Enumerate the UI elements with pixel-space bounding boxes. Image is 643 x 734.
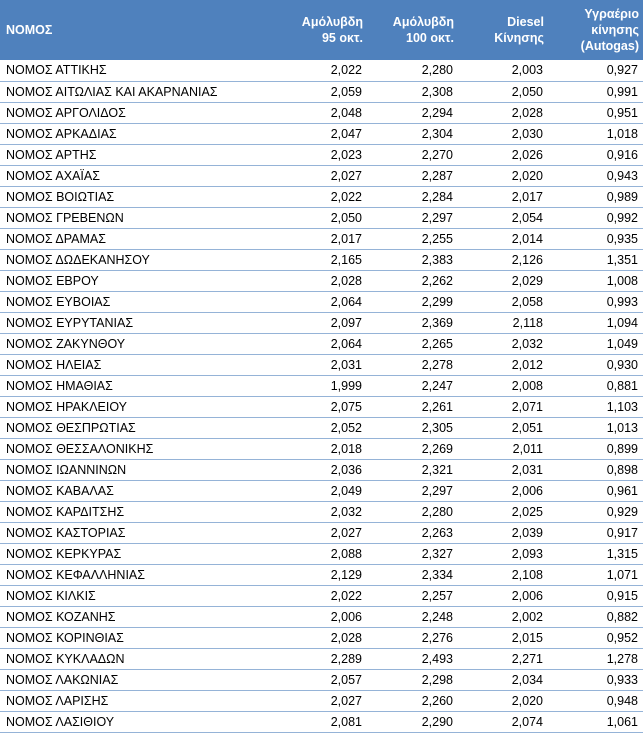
prefecture-cell: ΝΟΜΟΣ ΚΑΣΤΟΡΙΑΣ: [0, 522, 277, 543]
prefecture-cell: ΝΟΜΟΣ ΚΕΡΚΥΡΑΣ: [0, 543, 277, 564]
prefecture-cell: ΝΟΜΟΣ ΚΑΡΔΙΤΣΗΣ: [0, 501, 277, 522]
unleaded-95-cell: 2,018: [277, 438, 367, 459]
unleaded-95-cell: 2,289: [277, 648, 367, 669]
unleaded-100-cell: 2,298: [367, 669, 458, 690]
table-row: [0, 606, 643, 627]
header-line: 95 οκτ.: [321, 31, 363, 45]
autogas-cell: 1,103: [548, 396, 643, 417]
prefecture-cell: ΝΟΜΟΣ ΑΤΤΙΚΗΣ: [0, 60, 277, 81]
autogas-cell: 1,061: [548, 711, 643, 732]
table-row: [0, 312, 643, 333]
table-row: [0, 480, 643, 501]
diesel-cell: 2,015: [458, 627, 548, 648]
prefecture-cell: ΝΟΜΟΣ ΓΡΕΒΕΝΩΝ: [0, 207, 277, 228]
header-row: [0, 0, 643, 60]
unleaded-95-cell: 2,064: [277, 291, 367, 312]
prefecture-cell: ΝΟΜΟΣ ΑΡΚΑΔΙΑΣ: [0, 123, 277, 144]
autogas-cell: 0,899: [548, 438, 643, 459]
diesel-cell: 2,093: [458, 543, 548, 564]
prefecture-cell: ΝΟΜΟΣ ΖΑΚΥΝΘΟΥ: [0, 333, 277, 354]
header-line: κίνησης: [591, 23, 639, 37]
diesel-cell: 2,031: [458, 459, 548, 480]
diesel-cell: 2,071: [458, 396, 548, 417]
diesel-cell: 2,008: [458, 375, 548, 396]
diesel-cell: 2,058: [458, 291, 548, 312]
unleaded-95-cell: 2,022: [277, 60, 367, 81]
unleaded-95-cell: 2,064: [277, 333, 367, 354]
table-row: [0, 102, 643, 123]
unleaded-100-cell: 2,269: [367, 438, 458, 459]
unleaded-100-cell: 2,247: [367, 375, 458, 396]
unleaded-95-cell: 2,048: [277, 102, 367, 123]
header-line: 100 οκτ.: [406, 31, 454, 45]
table-row: [0, 81, 643, 102]
unleaded-95-cell: 2,028: [277, 627, 367, 648]
diesel-cell: 2,108: [458, 564, 548, 585]
prefecture-cell: ΝΟΜΟΣ ΑΙΤΩΛΙΑΣ ΚΑΙ ΑΚΑΡΝΑΝΙΑΣ: [0, 81, 277, 102]
header-unleaded-100: [367, 0, 458, 60]
autogas-cell: 0,930: [548, 354, 643, 375]
autogas-cell: 0,933: [548, 669, 643, 690]
unleaded-100-cell: 2,327: [367, 543, 458, 564]
unleaded-95-cell: 2,027: [277, 690, 367, 711]
unleaded-100-cell: 2,493: [367, 648, 458, 669]
prefecture-cell: ΝΟΜΟΣ ΗΡΑΚΛΕΙΟΥ: [0, 396, 277, 417]
unleaded-95-cell: 2,081: [277, 711, 367, 732]
diesel-cell: 2,034: [458, 669, 548, 690]
table-row: [0, 711, 643, 732]
autogas-cell: 0,991: [548, 81, 643, 102]
prefecture-cell: ΝΟΜΟΣ ΚΟΖΑΝΗΣ: [0, 606, 277, 627]
prefecture-cell: ΝΟΜΟΣ ΗΛΕΙΑΣ: [0, 354, 277, 375]
prefecture-cell: ΝΟΜΟΣ ΘΕΣΣΑΛΟΝΙΚΗΣ: [0, 438, 277, 459]
prefecture-cell: ΝΟΜΟΣ ΚΕΦΑΛΛΗΝΙΑΣ: [0, 564, 277, 585]
header-line: ΝΟΜΟΣ: [6, 23, 53, 37]
header-line: Αμόλυβδη: [301, 15, 363, 29]
autogas-cell: 0,935: [548, 228, 643, 249]
prefecture-cell: ΝΟΜΟΣ ΛΑΚΩΝΙΑΣ: [0, 669, 277, 690]
autogas-cell: 1,013: [548, 417, 643, 438]
unleaded-100-cell: 2,297: [367, 480, 458, 501]
table-row: [0, 417, 643, 438]
unleaded-100-cell: 2,260: [367, 690, 458, 711]
diesel-cell: 2,011: [458, 438, 548, 459]
diesel-cell: 2,126: [458, 249, 548, 270]
unleaded-95-cell: 2,129: [277, 564, 367, 585]
header-line: Υγραέριο: [584, 7, 639, 21]
prefecture-cell: ΝΟΜΟΣ ΚΙΛΚΙΣ: [0, 585, 277, 606]
autogas-cell: 0,943: [548, 165, 643, 186]
diesel-cell: 2,017: [458, 186, 548, 207]
diesel-cell: 2,054: [458, 207, 548, 228]
diesel-cell: 2,030: [458, 123, 548, 144]
unleaded-95-cell: 2,047: [277, 123, 367, 144]
table-row: [0, 459, 643, 480]
unleaded-100-cell: 2,278: [367, 354, 458, 375]
unleaded-100-cell: 2,276: [367, 627, 458, 648]
table-body: [0, 60, 643, 732]
autogas-cell: 0,929: [548, 501, 643, 522]
autogas-cell: 0,961: [548, 480, 643, 501]
table-row: [0, 186, 643, 207]
unleaded-100-cell: 2,265: [367, 333, 458, 354]
unleaded-100-cell: 2,262: [367, 270, 458, 291]
unleaded-100-cell: 2,261: [367, 396, 458, 417]
unleaded-95-cell: 2,075: [277, 396, 367, 417]
unleaded-95-cell: 2,049: [277, 480, 367, 501]
unleaded-100-cell: 2,369: [367, 312, 458, 333]
autogas-cell: 1,315: [548, 543, 643, 564]
table-row: [0, 270, 643, 291]
diesel-cell: 2,050: [458, 81, 548, 102]
unleaded-95-cell: 2,036: [277, 459, 367, 480]
header-unleaded-95: [277, 0, 367, 60]
unleaded-100-cell: 2,284: [367, 186, 458, 207]
unleaded-100-cell: 2,308: [367, 81, 458, 102]
table-row: [0, 585, 643, 606]
prefecture-cell: ΝΟΜΟΣ ΔΩΔΕΚΑΝΗΣΟΥ: [0, 249, 277, 270]
unleaded-100-cell: 2,297: [367, 207, 458, 228]
autogas-cell: 0,993: [548, 291, 643, 312]
table-row: [0, 648, 643, 669]
autogas-cell: 0,916: [548, 144, 643, 165]
prefecture-cell: ΝΟΜΟΣ ΛΑΣΙΘΙΟΥ: [0, 711, 277, 732]
autogas-cell: 0,882: [548, 606, 643, 627]
diesel-cell: 2,026: [458, 144, 548, 165]
prefecture-cell: ΝΟΜΟΣ ΚΥΚΛΑΔΩΝ: [0, 648, 277, 669]
autogas-cell: 0,948: [548, 690, 643, 711]
unleaded-95-cell: 1,999: [277, 375, 367, 396]
table-row: [0, 438, 643, 459]
unleaded-95-cell: 2,097: [277, 312, 367, 333]
autogas-cell: 0,989: [548, 186, 643, 207]
autogas-cell: 0,952: [548, 627, 643, 648]
header-line: Αμόλυβδη: [392, 15, 454, 29]
diesel-cell: 2,032: [458, 333, 548, 354]
autogas-cell: 1,351: [548, 249, 643, 270]
table-row: [0, 228, 643, 249]
prefecture-cell: ΝΟΜΟΣ ΔΡΑΜΑΣ: [0, 228, 277, 249]
table-row: [0, 144, 643, 165]
autogas-cell: 0,881: [548, 375, 643, 396]
unleaded-95-cell: 2,165: [277, 249, 367, 270]
unleaded-100-cell: 2,294: [367, 102, 458, 123]
diesel-cell: 2,029: [458, 270, 548, 291]
diesel-cell: 2,118: [458, 312, 548, 333]
autogas-cell: 1,008: [548, 270, 643, 291]
unleaded-100-cell: 2,290: [367, 711, 458, 732]
unleaded-100-cell: 2,270: [367, 144, 458, 165]
unleaded-95-cell: 2,022: [277, 585, 367, 606]
header-diesel: [458, 0, 548, 60]
table-row: [0, 165, 643, 186]
header-line: Diesel: [507, 15, 544, 29]
autogas-cell: 0,917: [548, 522, 643, 543]
unleaded-95-cell: 2,057: [277, 669, 367, 690]
unleaded-95-cell: 2,059: [277, 81, 367, 102]
autogas-cell: 1,018: [548, 123, 643, 144]
diesel-cell: 2,074: [458, 711, 548, 732]
diesel-cell: 2,020: [458, 690, 548, 711]
unleaded-100-cell: 2,280: [367, 60, 458, 81]
diesel-cell: 2,014: [458, 228, 548, 249]
table-row: [0, 501, 643, 522]
unleaded-95-cell: 2,028: [277, 270, 367, 291]
unleaded-95-cell: 2,027: [277, 165, 367, 186]
autogas-cell: 1,071: [548, 564, 643, 585]
prefecture-cell: ΝΟΜΟΣ ΕΥΒΟΙΑΣ: [0, 291, 277, 312]
autogas-cell: 1,049: [548, 333, 643, 354]
diesel-cell: 2,025: [458, 501, 548, 522]
table-row: [0, 564, 643, 585]
header-line: Κίνησης: [494, 31, 544, 45]
diesel-cell: 2,020: [458, 165, 548, 186]
autogas-cell: 1,278: [548, 648, 643, 669]
unleaded-100-cell: 2,321: [367, 459, 458, 480]
table-row: [0, 333, 643, 354]
unleaded-95-cell: 2,088: [277, 543, 367, 564]
unleaded-95-cell: 2,052: [277, 417, 367, 438]
unleaded-95-cell: 2,032: [277, 501, 367, 522]
autogas-cell: 1,094: [548, 312, 643, 333]
table-row: [0, 690, 643, 711]
autogas-cell: 0,927: [548, 60, 643, 81]
prefecture-cell: ΝΟΜΟΣ ΑΡΓΟΛΙΔΟΣ: [0, 102, 277, 123]
autogas-cell: 0,992: [548, 207, 643, 228]
prefecture-cell: ΝΟΜΟΣ ΑΡΤΗΣ: [0, 144, 277, 165]
unleaded-100-cell: 2,304: [367, 123, 458, 144]
unleaded-95-cell: 2,050: [277, 207, 367, 228]
diesel-cell: 2,006: [458, 585, 548, 606]
table-header: [0, 0, 643, 60]
prefecture-cell: ΝΟΜΟΣ ΗΜΑΘΙΑΣ: [0, 375, 277, 396]
unleaded-100-cell: 2,383: [367, 249, 458, 270]
unleaded-100-cell: 2,263: [367, 522, 458, 543]
unleaded-95-cell: 2,006: [277, 606, 367, 627]
table-row: [0, 60, 643, 81]
autogas-cell: 0,898: [548, 459, 643, 480]
table-row: [0, 669, 643, 690]
autogas-cell: 0,915: [548, 585, 643, 606]
table-row: [0, 207, 643, 228]
diesel-cell: 2,028: [458, 102, 548, 123]
header-prefecture: [0, 0, 277, 60]
table-row: [0, 123, 643, 144]
diesel-cell: 2,006: [458, 480, 548, 501]
unleaded-100-cell: 2,287: [367, 165, 458, 186]
autogas-cell: 0,951: [548, 102, 643, 123]
unleaded-95-cell: 2,027: [277, 522, 367, 543]
table-row: [0, 291, 643, 312]
diesel-cell: 2,003: [458, 60, 548, 81]
prefecture-cell: ΝΟΜΟΣ ΒΟΙΩΤΙΑΣ: [0, 186, 277, 207]
unleaded-95-cell: 2,017: [277, 228, 367, 249]
diesel-cell: 2,271: [458, 648, 548, 669]
unleaded-100-cell: 2,255: [367, 228, 458, 249]
table-row: [0, 249, 643, 270]
table-row: [0, 354, 643, 375]
unleaded-100-cell: 2,248: [367, 606, 458, 627]
unleaded-100-cell: 2,334: [367, 564, 458, 585]
table-row: [0, 375, 643, 396]
diesel-cell: 2,012: [458, 354, 548, 375]
unleaded-100-cell: 2,280: [367, 501, 458, 522]
prefecture-cell: ΝΟΜΟΣ ΕΒΡΟΥ: [0, 270, 277, 291]
prefecture-cell: ΝΟΜΟΣ ΙΩΑΝΝΙΝΩΝ: [0, 459, 277, 480]
prefecture-cell: ΝΟΜΟΣ ΚΟΡΙΝΘΙΑΣ: [0, 627, 277, 648]
unleaded-100-cell: 2,305: [367, 417, 458, 438]
unleaded-95-cell: 2,023: [277, 144, 367, 165]
unleaded-100-cell: 2,257: [367, 585, 458, 606]
prefecture-cell: ΝΟΜΟΣ ΕΥΡΥΤΑΝΙΑΣ: [0, 312, 277, 333]
unleaded-95-cell: 2,022: [277, 186, 367, 207]
prefecture-cell: ΝΟΜΟΣ ΘΕΣΠΡΩΤΙΑΣ: [0, 417, 277, 438]
prefecture-cell: ΝΟΜΟΣ ΛΑΡΙΣΗΣ: [0, 690, 277, 711]
prefecture-cell: ΝΟΜΟΣ ΚΑΒΑΛΑΣ: [0, 480, 277, 501]
diesel-cell: 2,051: [458, 417, 548, 438]
diesel-cell: 2,039: [458, 522, 548, 543]
table-row: [0, 396, 643, 417]
header-autogas: [548, 0, 643, 60]
prefecture-cell: ΝΟΜΟΣ ΑΧΑΪΑΣ: [0, 165, 277, 186]
unleaded-95-cell: 2,031: [277, 354, 367, 375]
unleaded-100-cell: 2,299: [367, 291, 458, 312]
diesel-cell: 2,002: [458, 606, 548, 627]
header-line: (Autogas): [580, 39, 639, 53]
table-row: [0, 522, 643, 543]
table-row: [0, 543, 643, 564]
table-row: [0, 627, 643, 648]
